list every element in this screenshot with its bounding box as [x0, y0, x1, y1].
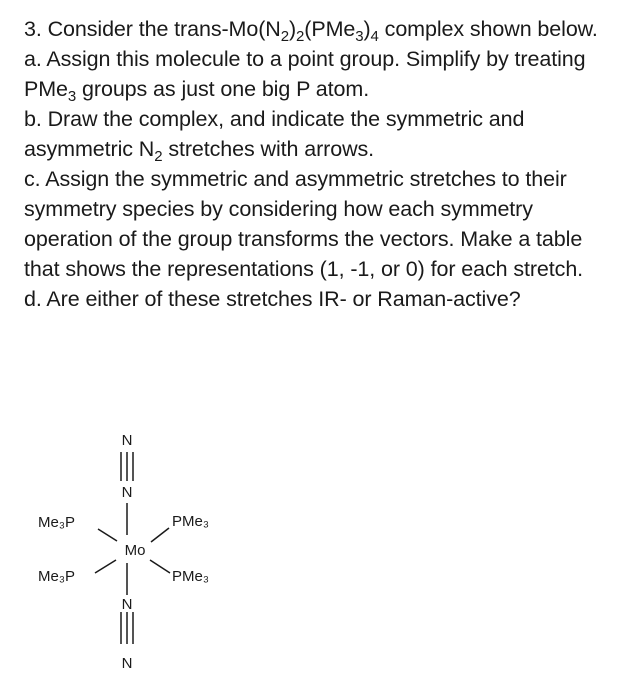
question-title: 3. Consider the trans-$Mo(N_2)_2(PMe_3)_4$ complex shown below.	[24, 17, 598, 45]
lower-right-p-mo-bond	[150, 560, 170, 573]
part-d: d. Are either of these stretches IR- or Raman-active?	[24, 287, 521, 311]
n-bottom-inner-label: N	[121, 596, 133, 613]
n-top-outer-label: N	[121, 432, 133, 449]
mo-label: Mo	[124, 542, 146, 559]
lower-left-p-mo-bond	[95, 560, 116, 573]
upper-left-pme3-label: Me₃P	[38, 514, 75, 531]
lower-right-pme3-label: PMe₃	[172, 568, 209, 585]
n-top-inner-label: N	[121, 484, 133, 501]
upper-left-p-mo-bond	[98, 529, 117, 541]
part-b: b. Draw the complex, and indicate the symmetric and asymmetric $N_2$ stretches with arrows.	[24, 107, 525, 165]
upper-right-p-mo-bond	[151, 528, 169, 542]
part-c: c. Assign the symmetric and asymmetric stretches to their symmetry species by considering how each symmetry operation of the group transforms the vectors. Make a table that shows the representations (1, -1, or 0) for each stretch.	[24, 167, 584, 281]
lower-left-pme3-label: Me₃P	[38, 568, 75, 585]
upper-right-pme3-label: PMe₃	[172, 513, 209, 530]
n-bottom-outer-label: N	[121, 655, 133, 672]
part-a: a. Assign this molecule to a point group. Simplify by treating PMe$_3$ groups as just one big P atom.	[24, 47, 586, 105]
